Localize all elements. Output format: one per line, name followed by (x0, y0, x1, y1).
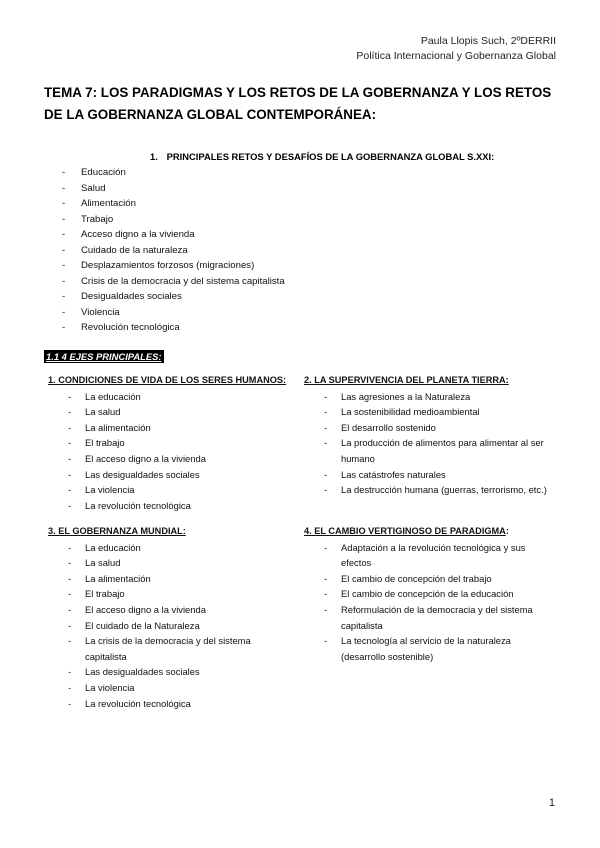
list-item: - La violencia (48, 482, 293, 498)
list-item: - La salud (48, 404, 293, 420)
eje-4-heading-text: 4. EL CAMBIO VERTIGINOSO DE PARADIGMA (304, 526, 506, 536)
eje-4-block (304, 524, 554, 664)
list-item: - El trabajo (48, 586, 293, 602)
eje-4-heading (304, 524, 554, 540)
challenges-list (62, 165, 285, 336)
list-item: - Cuidado de la naturaleza (62, 243, 285, 259)
list-item: - Alimentación (62, 196, 285, 212)
list-item: - Violencia (62, 305, 285, 321)
list-item: - La tecnología al servicio de la naturaleza (desarrollo sostenible) (304, 633, 554, 664)
list-item: - Revolución tecnológica (62, 320, 285, 336)
ejes-heading: 1.1 4 EJES PRINCIPALES: (46, 351, 162, 362)
list-item: - La destrucción humana (guerras, terrorismo, etc.) (304, 482, 554, 498)
eje-3-heading: 3. EL GOBERNANZA MUNDIAL: (48, 526, 186, 536)
list-item: - El desarrollo sostenido (304, 420, 554, 436)
list-item: - La sostenibilidad medioambiental (304, 404, 554, 420)
eje-2-heading: 2. LA SUPERVIVENCIA DEL PLANETA TIERRA: (304, 375, 509, 385)
list-item: - La educación (48, 540, 293, 556)
page-number: 1 (548, 797, 555, 809)
section-1-heading (150, 151, 494, 162)
list-item: - Educación (62, 165, 285, 181)
list-item: - Salud (62, 181, 285, 197)
list-item: - Las desigualdades sociales (48, 467, 293, 483)
list-item: - Las agresiones a la Naturaleza (304, 389, 554, 405)
document-title: TEMA 7: LOS PARADIGMAS Y LOS RETOS DE LA GOBERNANZA Y LOS RETOS DE LA GOBERNANZA GLOBAL CONTEMPORÁNEA: (44, 85, 552, 122)
header-course: Política Internacional y Gobernanza Global (356, 50, 556, 62)
list-item: - Acceso digno a la vivienda (62, 227, 285, 243)
eje-3-block (48, 524, 293, 711)
list-item: - La alimentación (48, 420, 293, 436)
eje-2-block (304, 373, 554, 498)
list-item: - El cambio de concepción de la educación (304, 586, 554, 602)
list-item: - Trabajo (62, 212, 285, 228)
header-author: Paula Llopis Such, 2ºDERRII (420, 35, 556, 47)
list-item: - La producción de alimentos para alimentar al ser humano (304, 435, 554, 466)
list-item: - Reformulación de la democracia y del sistema capitalista (304, 602, 554, 633)
list-item: - El acceso digno a la vivienda (48, 451, 293, 467)
list-item: - La revolución tecnológica (48, 696, 293, 712)
section-1-title: PRINCIPALES RETOS Y DESAFÍOS DE LA GOBERNANZA GLOBAL S.XXI: (166, 151, 495, 162)
list-item: - El acceso digno a la vivienda (48, 602, 293, 618)
list-item: - El cambio de concepción del trabajo (304, 571, 554, 587)
list-item: - El trabajo (48, 435, 293, 451)
list-item: - Adaptación a la revolución tecnológica y sus efectos (304, 540, 554, 571)
list-item: - El cuidado de la Naturaleza (48, 618, 293, 634)
list-item: - La alimentación (48, 571, 293, 587)
list-item: - La educación (48, 389, 293, 405)
list-item: - La revolución tecnológica (48, 498, 293, 514)
list-item: - La salud (48, 555, 293, 571)
list-item: - Las catástrofes naturales (304, 467, 554, 483)
list-item: - La violencia (48, 680, 293, 696)
list-item: - Las desigualdades sociales (48, 664, 293, 680)
list-item: - Desplazamientos forzosos (migraciones) (62, 258, 285, 274)
section-1-number: 1. (150, 151, 158, 162)
list-item: - La crisis de la democracia y del sistema capitalista (48, 633, 293, 664)
eje-1-heading: 1. CONDICIONES DE VIDA DE LOS SERES HUMANOS: (48, 375, 287, 385)
page-header (356, 34, 556, 64)
list-item: - Crisis de la democracia y del sistema capitalista (62, 274, 285, 290)
eje-1-block (48, 373, 293, 513)
list-item: - Desigualdades sociales (62, 289, 285, 305)
eje-4-heading-colon: : (505, 526, 509, 536)
